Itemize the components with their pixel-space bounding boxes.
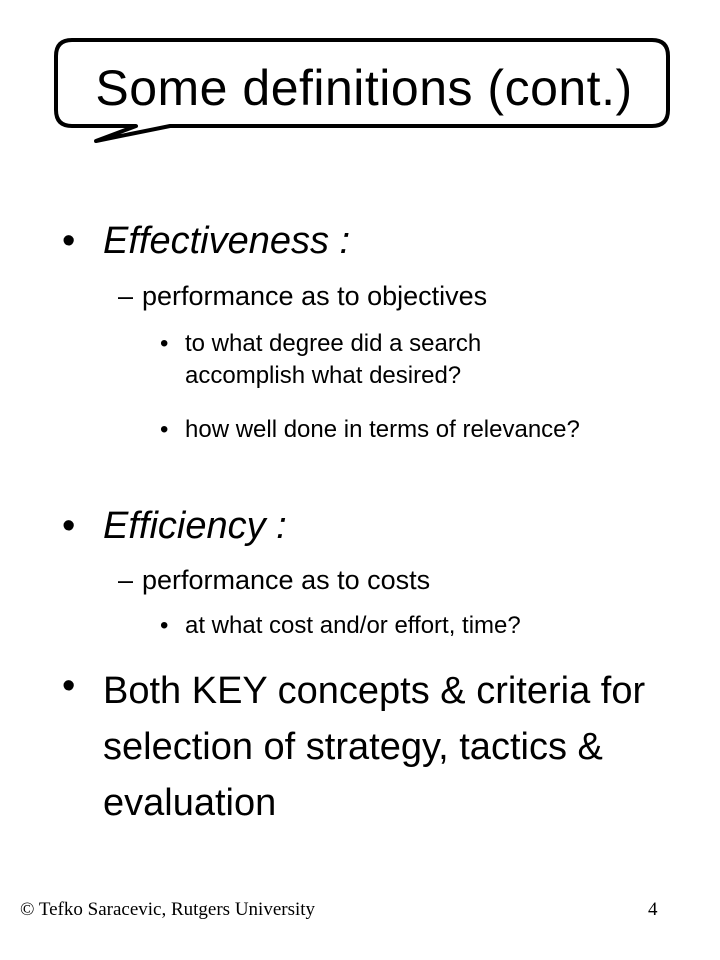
bullet-marker: • bbox=[160, 330, 169, 357]
point-search-degree: to what degree did a search accomplish what desired? bbox=[185, 330, 482, 389]
sub-bullet-objectives: performance as to objectives bbox=[142, 281, 488, 311]
point-cost-effort: at what cost and/or effort, time? bbox=[185, 612, 521, 639]
bullet-marker: • bbox=[62, 220, 76, 262]
bullet-marker: • bbox=[160, 612, 169, 639]
bullet-marker: • bbox=[62, 665, 76, 707]
dash-marker: – bbox=[118, 565, 134, 595]
footer-copyright: © Tefko Saracevic, Rutgers University bbox=[20, 899, 316, 920]
slide-title: Some definitions (cont.) bbox=[95, 60, 633, 116]
dash-marker: – bbox=[118, 281, 134, 311]
point-relevance: how well done in terms of relevance? bbox=[185, 416, 580, 443]
bullet-marker: • bbox=[160, 416, 169, 443]
bullet-effectiveness: Effectiveness : bbox=[103, 220, 351, 262]
sub-bullet-costs: performance as to costs bbox=[142, 565, 431, 595]
page-number: 4 bbox=[648, 899, 658, 920]
bullet-marker: • bbox=[62, 505, 76, 547]
bullet-both-key: Both KEY concepts & criteria for selection of strategy, tactics & evaluation bbox=[103, 670, 646, 824]
bullet-efficiency: Efficiency : bbox=[103, 505, 287, 547]
